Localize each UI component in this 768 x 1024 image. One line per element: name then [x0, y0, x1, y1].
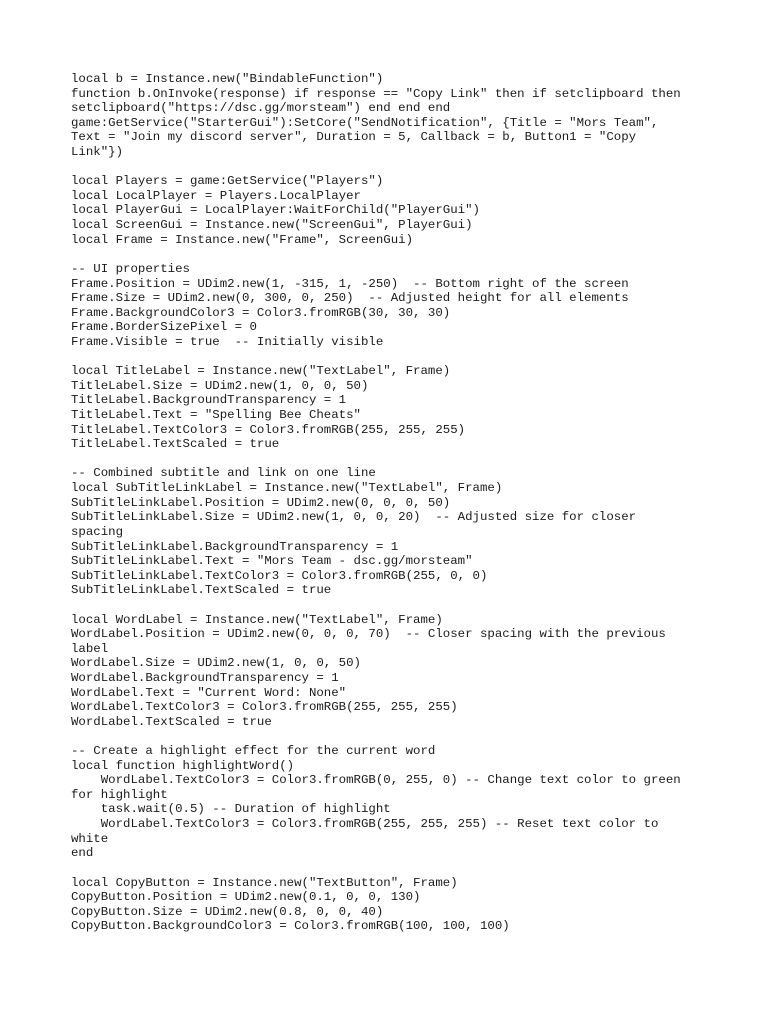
- code-line: WordLabel.Position = UDim2.new(0, 0, 0, 70) -- Closer spacing with the previous: [71, 627, 666, 642]
- code-line: SubTitleLinkLabel.TextScaled = true: [71, 583, 332, 598]
- code-line: CopyButton.Size = UDim2.new(0.8, 0, 0, 40): [71, 904, 384, 919]
- code-line: local PlayerGui = LocalPlayer:WaitForChild("PlayerGui"): [71, 203, 480, 218]
- code-line: local Frame = Instance.new("Frame", ScreenGui): [71, 232, 414, 247]
- code-line: local CopyButton = Instance.new("TextButton", Frame): [71, 875, 458, 890]
- code-line: spacing: [71, 524, 124, 539]
- code-line: CopyButton.Position = UDim2.new(0.1, 0, 0, 130): [71, 890, 421, 905]
- code-line: for highlight: [71, 787, 168, 802]
- code-line: WordLabel.Size = UDim2.new(1, 0, 0, 50): [71, 656, 361, 671]
- code-line: WordLabel.BackgroundTransparency = 1: [71, 670, 339, 685]
- code-line: SubTitleLinkLabel.BackgroundTransparency = 1: [71, 539, 399, 554]
- code-line: WordLabel.TextColor3 = Color3.fromRGB(255, 255, 255) -- Reset text color to: [71, 817, 659, 832]
- code-line: Frame.BorderSizePixel = 0: [71, 320, 257, 335]
- code-line: Frame.Position = UDim2.new(1, -315, 1, -250) -- Bottom right of the screen: [71, 276, 629, 291]
- code-line: local TitleLabel = Instance.new("TextLabel", Frame): [71, 364, 451, 379]
- code-line: SubTitleLinkLabel.Size = UDim2.new(1, 0, 0, 20) -- Adjusted size for closer: [71, 510, 637, 525]
- code-line: WordLabel.Text = "Current Word: None": [71, 685, 347, 700]
- code-line: [71, 247, 701, 262]
- code-line: [71, 598, 701, 613]
- code-line: local ScreenGui = Instance.new("ScreenGui", PlayerGui): [71, 218, 473, 233]
- code-line: Frame.Visible = true -- Initially visible: [71, 334, 384, 349]
- code-line: setclipboard("https://dsc.gg/morsteam") end end end: [71, 101, 451, 116]
- code-line: TitleLabel.TextScaled = true: [71, 437, 280, 452]
- code-line: [71, 350, 701, 365]
- code-line: -- UI properties: [71, 261, 190, 276]
- code-line: label: [71, 641, 109, 656]
- code-line: SubTitleLinkLabel.TextColor3 = Color3.fromRGB(255, 0, 0): [71, 568, 488, 583]
- code-line: local LocalPlayer = Players.LocalPlayer: [71, 188, 361, 203]
- code-line: CopyButton.BackgroundColor3 = Color3.fromRGB(100, 100, 100): [71, 919, 510, 934]
- code-line: TitleLabel.Size = UDim2.new(1, 0, 0, 50): [71, 378, 369, 393]
- code-line: TitleLabel.TextColor3 = Color3.fromRGB(255, 255, 255): [71, 422, 466, 437]
- code-line: Link"}): [71, 145, 124, 160]
- code-line: Frame.BackgroundColor3 = Color3.fromRGB(30, 30, 30): [71, 305, 451, 320]
- code-line: TitleLabel.BackgroundTransparency = 1: [71, 393, 347, 408]
- code-line: WordLabel.TextColor3 = Color3.fromRGB(255, 255, 255): [71, 700, 458, 715]
- code-line: Frame.Size = UDim2.new(0, 300, 0, 250) -- Adjusted height for all elements: [71, 291, 629, 306]
- code-line: local function highlightWord(): [71, 758, 295, 773]
- code-line: Text = "Join my discord server", Duration = 5, Callback = b, Button1 = "Copy: [71, 130, 637, 145]
- code-line: local Players = game:GetService("Players"): [71, 174, 384, 189]
- code-line: SubTitleLinkLabel.Text = "Mors Team - dsc.gg/morsteam": [71, 554, 473, 569]
- code-line: game:GetService("StarterGui"):SetCore("SendNotification", {Title = "Mors Team",: [71, 115, 659, 130]
- code-line: task.wait(0.5) -- Duration of highlight: [71, 802, 391, 817]
- code-line: SubTitleLinkLabel.Position = UDim2.new(0, 0, 0, 50): [71, 495, 451, 510]
- code-line: [71, 861, 701, 876]
- code-line: local WordLabel = Instance.new("TextLabel", Frame): [71, 612, 443, 627]
- code-line: end: [71, 846, 94, 861]
- code-listing: [71, 72, 701, 934]
- code-line: local SubTitleLinkLabel = Instance.new("TextLabel", Frame): [71, 481, 503, 496]
- code-line: [71, 452, 701, 467]
- code-line: function b.OnInvoke(response) if response == "Copy Link" then if setclipboard then: [71, 86, 681, 101]
- code-line: WordLabel.TextColor3 = Color3.fromRGB(0, 255, 0) -- Change text color to green: [71, 773, 681, 788]
- code-line: -- Combined subtitle and link on one line: [71, 466, 376, 481]
- code-line: [71, 729, 701, 744]
- code-line: white: [71, 831, 109, 846]
- code-line: [71, 160, 701, 175]
- code-line: TitleLabel.Text = "Spelling Bee Cheats": [71, 408, 361, 423]
- code-line: WordLabel.TextScaled = true: [71, 714, 272, 729]
- code-line: -- Create a highlight effect for the current word: [71, 744, 436, 759]
- code-line: local b = Instance.new("BindableFunction"): [71, 72, 384, 86]
